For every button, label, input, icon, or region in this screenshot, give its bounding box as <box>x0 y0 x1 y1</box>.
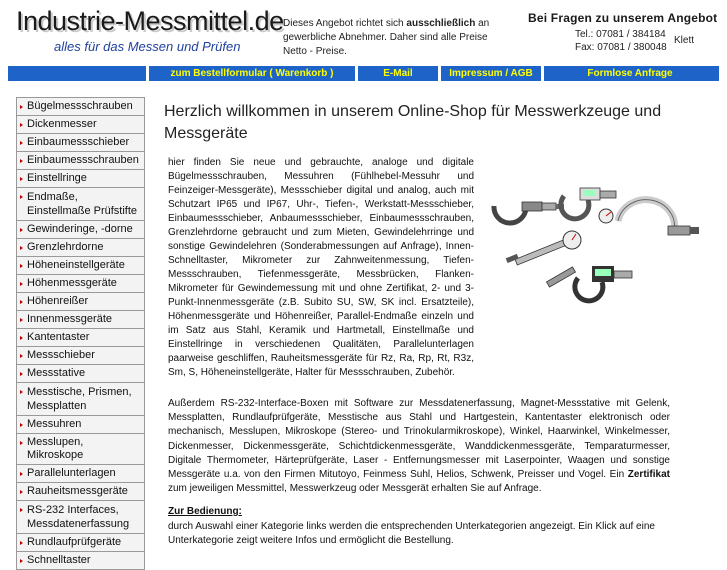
bullet-icon <box>20 390 23 394</box>
sidebar-item-label: Grenzlehrdorne <box>27 241 104 253</box>
secondary-text-start: Außerdem RS-232-Interface-Boxen mit Software zur Messdatenerfassung, Magnet-Messstative mit Gelenk, Messplatten, Rundlaufprüfgeräte, Messtische aus Stahl und Hartgestein, Kantentaster elektronisch oder mechanisch, Messlupen, Mikroskope (Stereo- und Trinokularmikroskope), Winkel, Haarwinkel, Winkelmesser, Dickenmesser, Dickenmessgeräte, Schichtdickenmessgeräte, Wanddickenmessgeräte, Temparaturmesser, Digitale Thermometer, Härteprüfgeräte, Laser - Entfernungsmesser mit Laserpointer, Waagen und sonstige Messgeräte u.a. von den Firmen Mitutoyo, Feinmess Suhl, Helios, Schwenk, Preisser und Vogel. Ein <box>168 398 670 481</box>
sidebar-item-label: Messtische, Prismen, Messplatten <box>27 386 132 412</box>
bullet-icon <box>20 282 23 286</box>
bullet-icon <box>20 177 23 181</box>
main-content <box>164 101 719 546</box>
bullet-icon <box>20 354 23 358</box>
sidebar-item[interactable] <box>16 311 145 329</box>
sidebar-item-label: Höheneinstellgeräte <box>27 259 125 271</box>
logo-title: Industrie-Messmittel.de <box>16 6 284 36</box>
sidebar-item[interactable] <box>16 239 145 257</box>
intro-text: hier finden Sie neue und gebrauchte, analoge und digitale Bügelmessschrauben, Messuhren (Fühlhebel-Messuhr und Feinzeiger-Messgeräte), Messschieber digital und analog, auch mit Schutzart IP65 und IP67, Uhr-, Tiefen-, Werkstatt-Messschieber, Einbaumessschieber, Anbaumessschieber, Einbaumessschrauben, Grenzlehrdorne gebraucht und zum Mieten, Gewindelehrringe und sonstige Gewindelehren (Sonderabmessungen auf Anfrage), Innen-Schnelltaster, Mikrometer zur Zahnweitenmessung, Tiefen-Messschrauben, Tiefenmessgeräte, Messbrücken, Flanken-Mikrometer für Gewindemessung mit und ohne Zertifikat, 2- und 3-Punkt-Innenmessgeräte (z.B. Subito SU, SW, SK incl. Ersatzteile), Höhenmessgeräte und Höhenreißer, Parallel-Endmaße einzeln und im Satz aus Stahl, Keramik und Hartmetall, Einstellmaße und Einstellringe in verschiedenen Qualitäten, Parallelunterlagen paarweise geschliffen, Rauheitsmessgeräte für Rz, Ra, Rp, Rt, R3z, Sm, S, Höheneinstellgeräte, Halter für Messschrauben, Zubehör. <box>168 157 474 378</box>
nav-imprint-link[interactable]: Impressum / AGB <box>449 68 533 79</box>
top-navigation <box>8 66 719 81</box>
sidebar-item-label: Messschieber <box>27 349 95 361</box>
sidebar-item-label: Einbaumessschieber <box>27 136 130 148</box>
category-sidebar <box>16 97 145 570</box>
b2b-notice <box>283 17 513 59</box>
sidebar-item[interactable] <box>16 134 145 152</box>
sidebar-item-label: RS-232 Interfaces, Messdatenerfassung <box>27 504 130 530</box>
dial-indicator-icon <box>599 209 613 223</box>
sidebar-item[interactable] <box>16 329 145 347</box>
site-logo[interactable] <box>14 6 284 58</box>
contact-box <box>520 11 725 59</box>
sidebar-item-label: Rauheitsmessgeräte <box>27 485 128 497</box>
sidebar-item[interactable] <box>16 116 145 134</box>
sidebar-item-label: Messstative <box>27 367 86 379</box>
contact-fax: Fax: 07081 / 380048 <box>575 42 667 53</box>
secondary-text <box>168 397 670 496</box>
bullet-icon <box>20 490 23 494</box>
bullet-icon <box>20 123 23 127</box>
bullet-icon <box>20 318 23 322</box>
sidebar-item-label: Rundlaufprüfgeräte <box>27 536 122 548</box>
usage-text: durch Auswahl einer Kategorie links werden die entsprechenden Unterkategorien angezeigt. Ein Klick auf eine Unterkategorie zeigt weitere Infos und ermöglicht die Bestellung. <box>168 521 655 546</box>
sidebar-item[interactable] <box>16 275 145 293</box>
sidebar-item-label: Endmaße, Einstellmaße Prüfstifte <box>27 191 138 217</box>
sidebar-item[interactable] <box>16 534 145 552</box>
usage-heading: Zur Bedienung: <box>168 506 242 517</box>
digital-micrometer-icon <box>575 266 632 301</box>
sidebar-item[interactable] <box>16 257 145 275</box>
sidebar-item-label: Höhenmessgeräte <box>27 277 117 289</box>
sidebar-item-label: Einstellringe <box>27 172 87 184</box>
product-image <box>486 176 701 301</box>
certificate-highlight: Zertifikat <box>627 469 670 481</box>
logo-subtitle: alles für das Messen und Prüfen <box>54 39 241 54</box>
nav-email-link[interactable]: E-Mail <box>383 68 413 79</box>
nav-informal-request-link[interactable]: Formlose Anfrage <box>587 68 673 79</box>
sidebar-item[interactable] <box>16 293 145 311</box>
bullet-icon <box>20 372 23 376</box>
sidebar-item-label: Innenmessgeräte <box>27 313 112 325</box>
sidebar-item[interactable] <box>16 465 145 483</box>
bullet-icon <box>20 336 23 340</box>
header <box>0 0 727 64</box>
sidebar-item[interactable] <box>16 416 145 434</box>
sidebar-item[interactable] <box>16 170 145 188</box>
sidebar-item[interactable] <box>16 188 145 221</box>
nav-order-form-link[interactable]: zum Bestellformular ( Warenkorb ) <box>170 68 334 79</box>
sidebar-item[interactable] <box>16 152 145 170</box>
sidebar-item-label: Höhenreißer <box>27 295 89 307</box>
sidebar-item-label: Dickenmesser <box>27 118 97 130</box>
sidebar-item[interactable] <box>16 97 145 116</box>
bullet-icon <box>20 441 23 445</box>
sidebar-item-label: Kantentaster <box>27 331 90 343</box>
micrometer-icon <box>494 202 564 223</box>
bullet-icon <box>20 195 23 199</box>
secondary-text-end: zum jeweiligen Messmittel, Messwerkzeug oder Messgerät erhalten Sie auf Anfrage. <box>168 483 542 495</box>
notice-text-start: Dieses Angebot richtet sich <box>283 18 407 29</box>
notice-text-end: an gewerbliche Abnehmer. Daher sind alle Preise Netto - Preise. <box>283 18 490 57</box>
contact-title: Bei Fragen zu unserem Angebot <box>528 11 718 25</box>
sidebar-item-label: Schnelltaster <box>27 554 91 566</box>
sidebar-item-label: Gewinderinge, -dorne <box>27 223 133 235</box>
sidebar-item-label: Einbaumessschrauben <box>27 154 139 166</box>
sidebar-item-label: Messlupen, Mikroskope <box>27 436 84 461</box>
bullet-icon <box>20 141 23 145</box>
notice-text-bold: ausschließlich <box>406 18 476 29</box>
page-title: Herzlich willkommen in unserem Online-Shop für Messwerkzeuge und Messgeräte <box>164 103 662 142</box>
bullet-icon <box>20 472 23 476</box>
sidebar-item[interactable] <box>16 501 145 534</box>
bullet-icon <box>20 246 23 250</box>
sidebar-item-label: Bügelmessschrauben <box>27 100 133 112</box>
sidebar-item-label: Messuhren <box>27 418 82 430</box>
bullet-icon <box>20 159 23 163</box>
large-micrometer-icon <box>618 200 699 235</box>
bullet-icon <box>20 300 23 304</box>
sidebar-item[interactable] <box>16 434 145 465</box>
bullet-icon <box>20 541 23 545</box>
sidebar-item[interactable] <box>16 383 145 416</box>
bullet-icon <box>20 423 23 427</box>
bullet-icon <box>20 559 23 563</box>
contact-phone: Tel.: 07081 / 384184 <box>575 29 666 40</box>
contact-name: Klett <box>674 35 695 46</box>
sidebar-item[interactable] <box>16 347 145 365</box>
sidebar-item[interactable] <box>16 221 145 239</box>
bullet-icon <box>20 508 23 512</box>
bullet-icon <box>20 105 23 109</box>
sidebar-item[interactable] <box>16 552 145 570</box>
sidebar-item-label: Parallelunterlagen <box>27 467 116 479</box>
sidebar-item[interactable] <box>16 483 145 501</box>
sidebar-item[interactable] <box>16 365 145 383</box>
bore-gauge-icon <box>506 231 581 265</box>
height-gauge-icon <box>547 267 576 287</box>
bullet-icon <box>20 264 23 268</box>
bullet-icon <box>20 228 23 232</box>
